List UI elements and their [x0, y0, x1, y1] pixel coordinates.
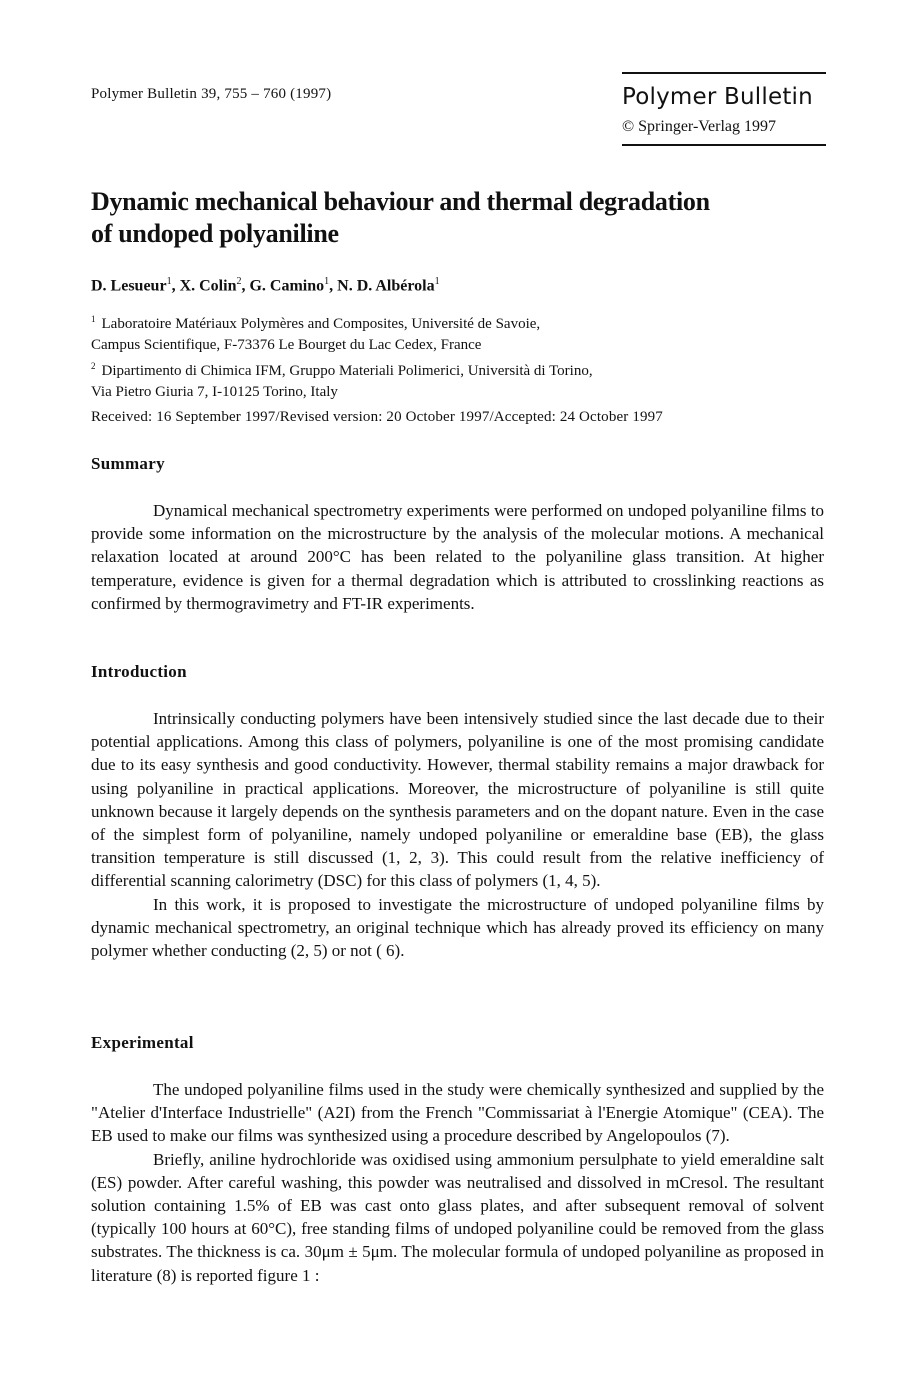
experimental-heading: Experimental	[91, 1033, 194, 1052]
masthead-bottom-rule	[622, 144, 826, 146]
copyright-line: © Springer-Verlag 1997	[622, 118, 777, 135]
summary-text: Dynamical mechanical spectrometry experiments were performed on undoped polyaniline films to provide some information on the microstructure by the analysis of the molecular motions. A mechanical relaxation located at around 200°C has been related to the polyaniline glass transition. At higher temperature, evidence is given for a thermal degradation which is attributed to crosslinking reactions as confirmed by thermogravimetry and FT-IR experiments.	[91, 501, 824, 613]
affiliation-line: Via Pietro Giuria 7, I-10125 Torino, Italy	[91, 384, 338, 400]
title-line-2: of undoped polyaniline	[91, 219, 339, 248]
author-name: D. Lesueur	[91, 277, 167, 295]
experimental-body	[91, 1078, 824, 1287]
affiliation-line	[91, 356, 831, 382]
author-affiliation-mark: 1	[324, 276, 330, 287]
author-affiliation-mark: 1	[166, 276, 172, 287]
introduction-body	[91, 707, 824, 962]
summary-heading: Summary	[91, 454, 165, 473]
received-dates: Received: 16 September 1997/Revised version: 20 October 1997/Accepted: 24 October 1997	[91, 409, 663, 425]
author-name: X. Colin	[179, 277, 237, 295]
author-list: D. Lesueur$^1$, X. Colin$^2$, G. Camino$^1$, N. D. Albérola$^1$	[91, 276, 440, 295]
affiliation-mark: 2	[91, 361, 96, 371]
author-affiliation-mark: 2	[236, 276, 242, 287]
affiliation-mark: 1	[91, 314, 96, 324]
introduction-paragraph-2: In this work, it is proposed to investigate the microstructure of undoped polyaniline films by dynamic mechanical spectrometry, an original technique which has already proved its efficiency on many polymer whether conducting (2, 5) or not ( 6).	[91, 894, 824, 961]
title-line-1: Dynamic mechanical behaviour and thermal degradation	[91, 187, 710, 216]
journal-name: Polymer Bulletin	[622, 84, 813, 110]
affiliation-text: Dipartimento di Chimica IFM, Gruppo Materiali Polimerici, Università di Torino,	[101, 363, 593, 379]
affiliations	[91, 309, 831, 403]
affiliation-text: Laboratoire Matériaux Polymères and Composites, Université de Savoie,	[101, 316, 541, 332]
author-name: N. D. Albérola	[337, 277, 435, 295]
affiliation-line	[91, 309, 831, 335]
affiliation-line: Campus Scientifique, F-73376 Le Bourget du Lac Cedex, France	[91, 337, 482, 353]
author-name: G. Camino	[249, 277, 325, 295]
introduction-heading: Introduction	[91, 662, 187, 681]
article-title	[91, 186, 831, 250]
journal-citation: Polymer Bulletin 39, 755 – 760 (1997)	[91, 86, 332, 102]
introduction-paragraph-1: Intrinsically conducting polymers have been intensively studied since the last decade due to their potential applications. Among this class of polymers, polyaniline is one of the most promising candidate due to its easy synthesis and good conductivity. However, thermal stability remains a major drawback for using polyaniline in practical applications. Moreover, the microstructure of polyaniline is still quite unknown because it largely depends on the synthesis parameters and on the dopant nature. Even in the case of the simplest form of polyaniline, namely undoped polyaniline or emeraldine base (EB), the glass transition temperature is still discussed (1, 2, 3). This could result from the relative inefficiency of differential scanning calorimetry (DSC) for this class of polymers (1, 4, 5).	[91, 709, 824, 891]
summary-paragraph	[91, 499, 824, 615]
masthead-top-rule	[622, 72, 826, 74]
experimental-paragraph-2: Briefly, aniline hydrochloride was oxidised using ammonium persulphate to yield emeraldine salt (ES) powder. After careful washing, this powder was neutralised and dissolved in mCresol. The resultant solution containing 1.5% of EB was cast onto glass plates, and after subsequent removal of solvent (typically 100 hours at 60°C), free standing films of undoped polyaniline could be removed from the glass substrates. The thickness is ca. 30μm ± 5μm. The molecular formula of undoped polyaniline as proposed in literature (8) is reported figure 1 :	[91, 1149, 824, 1285]
journal-masthead	[622, 72, 826, 146]
experimental-paragraph-1: The undoped polyaniline films used in the study were chemically synthesized and supplied by the "Atelier d'Interface Industrielle" (A2I) from the French "Commissariat à l'Energie Atomique" (CEA). The EB used to make our films was synthesized using a procedure described by Angelopoulos (7).	[91, 1080, 824, 1146]
author-affiliation-mark: 1	[434, 276, 440, 287]
